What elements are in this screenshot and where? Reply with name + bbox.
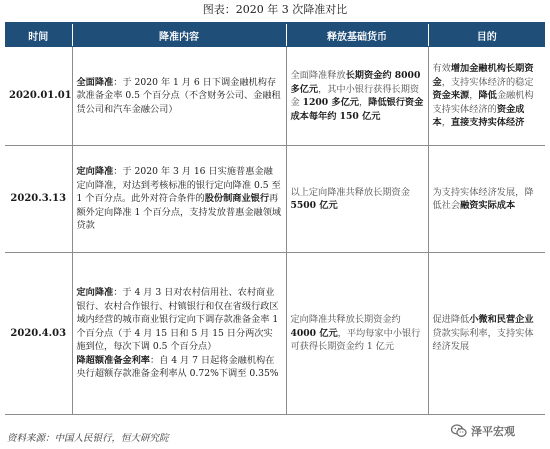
body-text: ， <box>469 90 479 102</box>
emphasis-text: 定向降准 <box>76 166 114 178</box>
emphasis-text: 小微和民营企业 <box>469 314 534 326</box>
header-goal: 目的 <box>428 23 545 47</box>
emphasis-text: 长期资金约 8000 多亿元 <box>290 70 421 95</box>
body-text: ：于 2020 年 3 月 16 日实施普惠金融定向降准，对达到考核标准的银行定向降准 0.5 至 1 个百分点。此外对符合条件的 <box>76 166 281 205</box>
body-text: 全面降准释放 <box>290 70 346 81</box>
body-text: 为支持实体经济发展，降低社会 <box>432 186 534 211</box>
body-text: ，平均每家中小银行可获得长期资金约 1 亿元 <box>290 327 421 353</box>
row-goal <box>428 146 545 253</box>
row-basis <box>286 146 428 253</box>
row-date: 2020.4.03 <box>5 253 72 415</box>
header-date: 时间 <box>5 23 72 47</box>
row-date: 2020.01.01 <box>5 47 72 146</box>
source-note: 资料来源：中国人民银行，恒大研究院 <box>7 433 169 444</box>
emphasis-text: 1200 多亿元 <box>302 97 359 108</box>
emphasis-text: 降超额准备金利率 <box>76 354 150 366</box>
emphasis-text: 直接支持实体经济 <box>450 117 525 129</box>
emphasis-text: 全面降准 <box>76 76 114 88</box>
body-text: ，其中小银行获得长期资金 <box>290 83 420 108</box>
body-text: 有效 <box>432 63 451 75</box>
body-text: 定向降准共释放长期资金约 <box>290 314 401 326</box>
body-text: 贷款实际利率，支持实体经济发展 <box>432 327 534 353</box>
table-row <box>5 146 545 253</box>
row-goal <box>428 253 545 415</box>
table-row <box>5 47 545 146</box>
emphasis-text: 降低 <box>478 90 497 102</box>
body-text: ，支持实体经济的稳定 <box>441 76 534 88</box>
watermark <box>451 422 515 440</box>
body-text: 以上定向降准共释放长期资金 <box>290 186 410 198</box>
emphasis-text: 5500 亿元 <box>290 200 338 211</box>
body-text: 再额外定向降准 1 个百分点，支持发放普惠金融领域贷款 <box>76 193 282 232</box>
emphasis-text: 降低银行资金成本每年约 150 亿元 <box>290 97 424 122</box>
row-content <box>72 47 286 146</box>
emphasis-text: 融资实际成本 <box>460 200 516 211</box>
rrr-cut-comparison-table <box>5 22 545 415</box>
body-text: ：自 4 月 7 日起将金融机构在央行超额存款准备金利率从 0.72%下调至 0.35% <box>76 354 279 380</box>
header-basis: 释放基础货币 <box>286 23 428 47</box>
row-date: 2020.3.13 <box>5 146 72 253</box>
emphasis-text: 4000 亿元 <box>290 327 338 339</box>
emphasis-text: 资金成本 <box>432 103 525 129</box>
emphasis-text: 资金来源 <box>432 90 470 102</box>
body-text: 促进降低 <box>432 314 470 326</box>
wechat-icon <box>451 424 467 438</box>
body-text: ， <box>358 97 369 108</box>
row-basis <box>286 47 428 146</box>
body-text: ：于 4 月 3 日对农村信用社、农村商业银行、农村合作银行、村镇银行和仅在省级行政区域内经营的城市商业银行定向下调存款准备金率 1 个百分点（于 4 月 15 日和 5 月 15 日分两次实施到位，每次下调 0.5 个百分点） <box>76 287 279 353</box>
table-header-row <box>5 23 545 47</box>
table-caption: 图表：2020 年 3 次降准对比 <box>202 3 348 16</box>
row-basis <box>286 253 428 415</box>
header-content: 降准内容 <box>72 23 286 47</box>
watermark-text: 泽平宏观 <box>471 425 515 438</box>
table-row <box>5 253 545 415</box>
emphasis-text: 股份制商业银行 <box>204 193 270 205</box>
emphasis-text: 定向降准 <box>76 287 114 299</box>
row-content <box>72 146 286 253</box>
body-text: ：于 2020 年 1 月 6 日下调金融机构存款准备金率 0.5 个百分点（不含财务公司、金融租赁公司和汽车金融公司） <box>76 76 281 115</box>
body-text: 金融机构支持实体经济的 <box>432 90 534 115</box>
row-content <box>72 253 286 415</box>
emphasis-text: 增加金融机构长期资金 <box>432 63 534 88</box>
body-text: ， <box>441 117 451 129</box>
row-goal <box>428 47 545 146</box>
